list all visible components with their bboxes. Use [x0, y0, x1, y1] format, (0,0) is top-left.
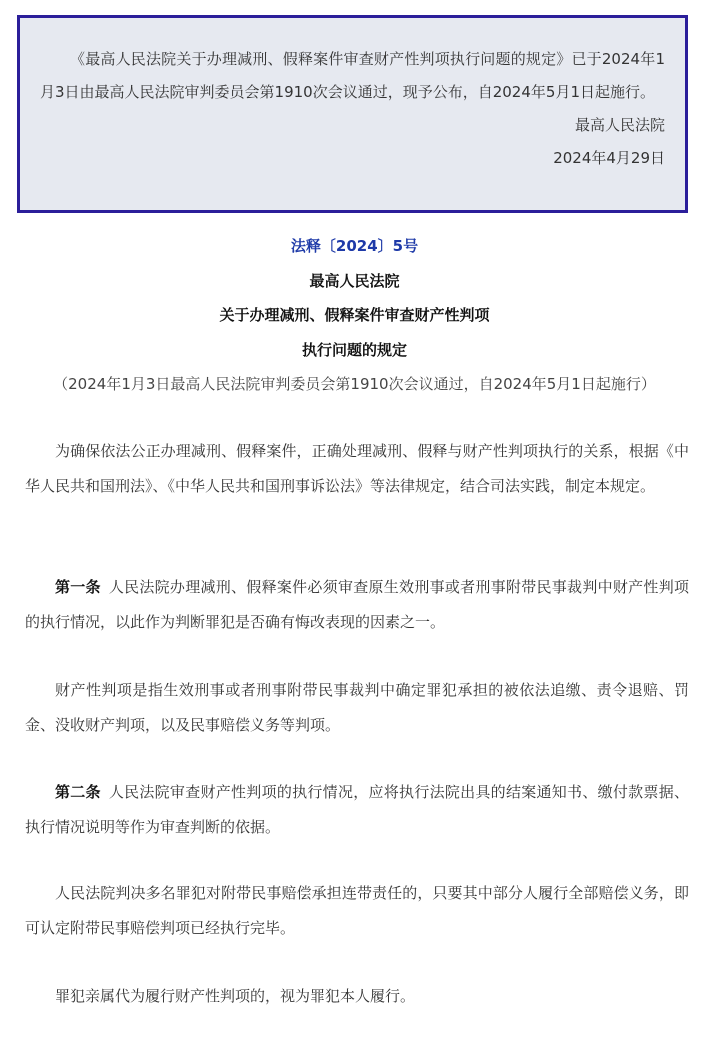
title-line-3: 执行问题的规定: [301, 341, 407, 359]
announcement-text: 《最高人民法院关于办理减刑、假释案件审查财产性判项执行问题的规定》已于2024年1月3日由最高人民法院审判委员会第1910次会议通过，现予公布，自2024年5月1日起施行。: [40, 50, 665, 101]
announcement-box: [17, 15, 688, 213]
paragraph-text: 人民法院办理减刑、假释案件必须审查原生效刑事或者刑事附带民事裁判中财产性判项的执行情况，以此作为判断罪犯是否确有悔改表现的因素之一。: [25, 578, 689, 631]
article-label: 第一条: [55, 578, 101, 596]
title-line-2: 关于办理减刑、假释案件审查财产性判项: [219, 306, 490, 324]
article-label: 第二条: [55, 783, 101, 801]
article-paragraph: [25, 979, 689, 1014]
paragraph-text: 人民法院审查财产性判项的执行情况，应将执行法院出具的结案通知书、缴付款票据、执行情况说明等作为审查判断的依据。: [25, 783, 689, 836]
paragraph-text: 罪犯亲属代为履行财产性判项的，视为罪犯本人履行。: [55, 987, 416, 1005]
issuer-signature: 最高人民法院: [574, 116, 665, 134]
article-paragraph: [25, 876, 689, 946]
preamble-paragraph: [25, 434, 689, 504]
article-paragraph: [25, 673, 689, 743]
paragraph-text: 财产性判项是指生效刑事或者刑事附带民事裁判中确定罪犯承担的被依法追缴、责令退赔、罚金、没收财产判项，以及民事赔偿义务等判项。: [25, 681, 689, 734]
paragraph-text: 为确保依法公正办理减刑、假释案件，正确处理减刑、假释与财产性判项执行的关系，根据《中华人民共和国刑法》、《中华人民共和国刑事诉讼法》等法律规定，结合司法实践，制定本规定。: [25, 442, 689, 495]
document-number: 法释〔2024〕5号: [290, 237, 419, 255]
issue-date: 2024年4月29日: [553, 149, 665, 167]
article-paragraph: [25, 570, 689, 640]
title-line-1: 最高人民法院: [309, 272, 400, 290]
adoption-note: （2024年1月3日最高人民法院审判委员会第1910次会议通过，自2024年5月1日起施行）: [53, 375, 656, 393]
paragraph-text: 人民法院判决多名罪犯对附带民事赔偿承担连带责任的，只要其中部分人履行全部赔偿义务，即可认定附带民事赔偿判项已经执行完毕。: [25, 884, 689, 937]
article-paragraph: [25, 775, 689, 845]
